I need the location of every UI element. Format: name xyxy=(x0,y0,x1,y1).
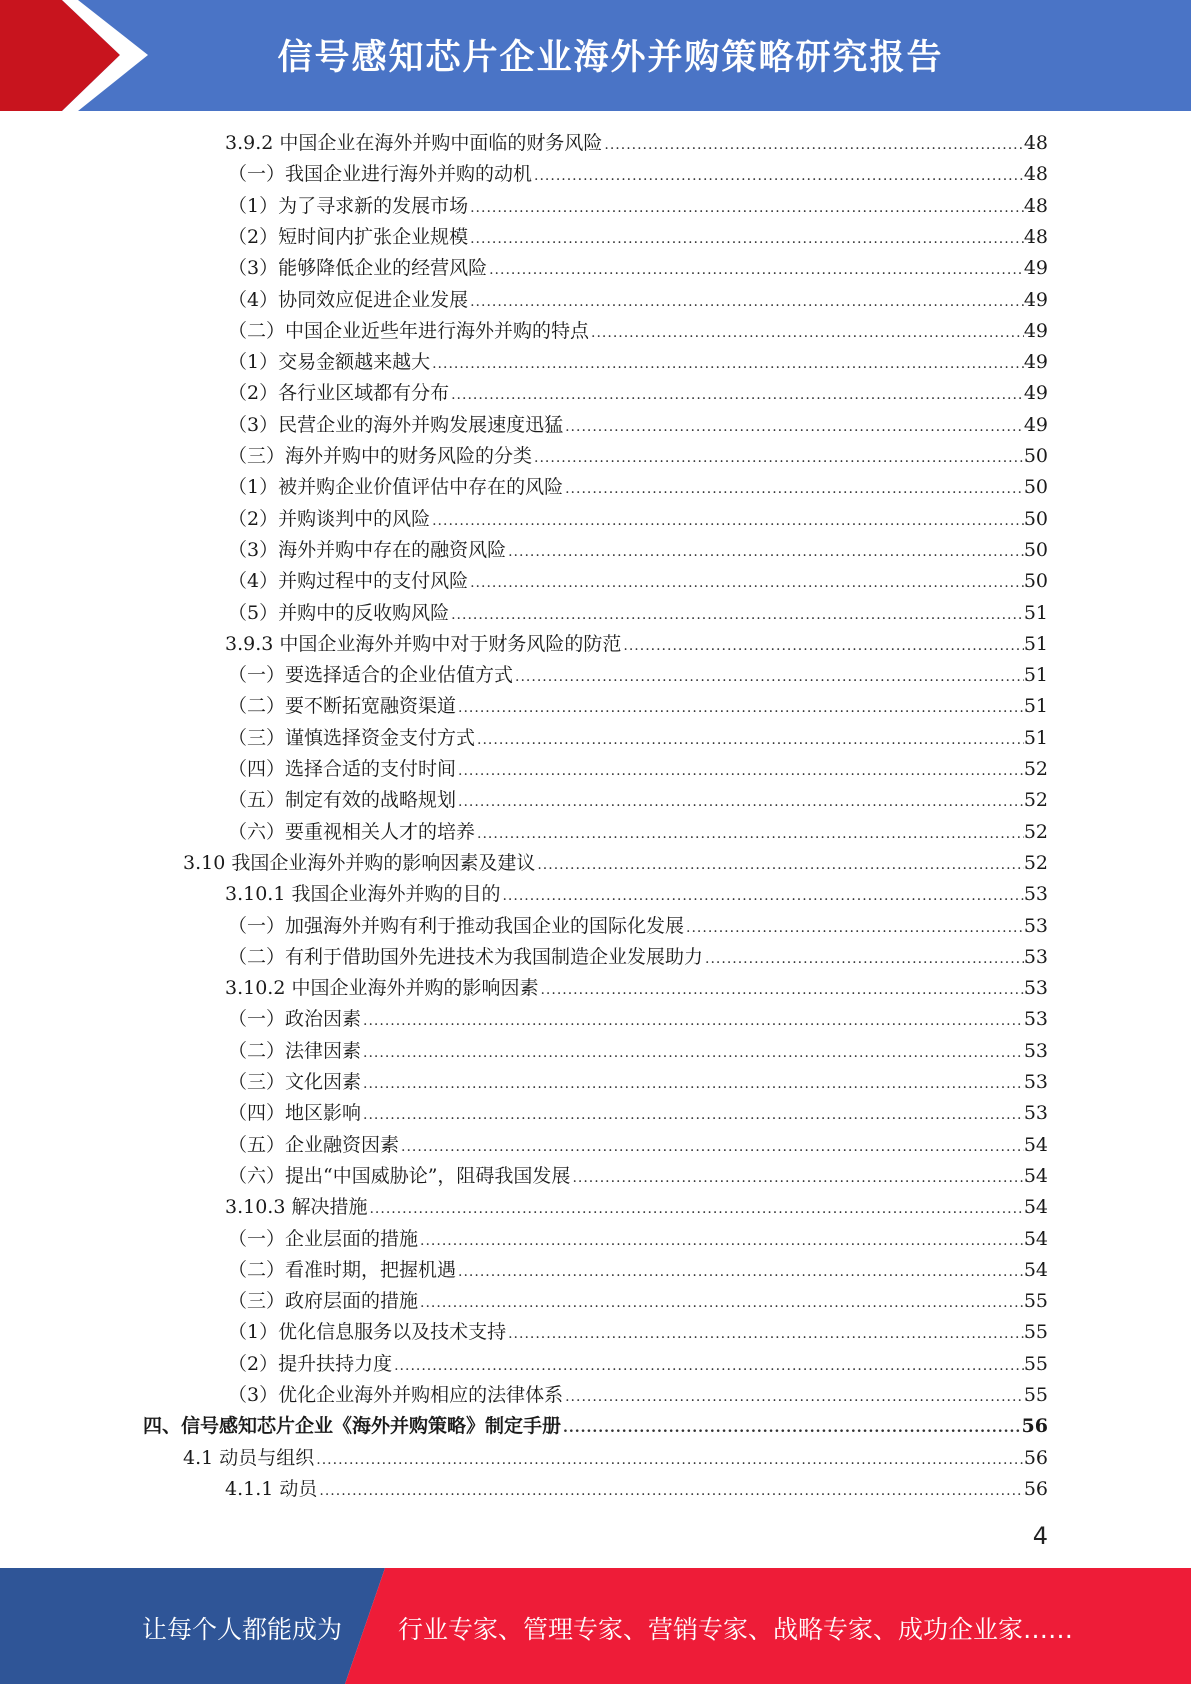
toc-dot-leader xyxy=(477,819,1024,850)
toc-entry-title: （二）看准时期，把握机遇 xyxy=(228,1258,457,1281)
toc-entry-title: （一）企业层面的措施 xyxy=(228,1227,419,1250)
toc-entry-page: 52 xyxy=(1023,851,1048,874)
toc-entry-title: （六）要重视相关人才的培养 xyxy=(228,820,476,843)
toc-dot-leader xyxy=(470,568,1024,599)
toc-entry-title: （二）法律因素 xyxy=(228,1039,362,1062)
toc-entry-page: 53 xyxy=(1023,1102,1048,1125)
toc-entry-page: 50 xyxy=(1023,507,1048,530)
toc-entry-page: 51 xyxy=(1023,601,1048,624)
toc-entry[interactable] xyxy=(228,472,1048,503)
page-footer xyxy=(0,1568,1191,1684)
toc-entry-page: 50 xyxy=(1023,476,1048,499)
toc-dot-leader xyxy=(686,913,1024,944)
footer-slogan-left: 让每个人都能成为 xyxy=(142,1615,343,1644)
toc-dot-leader xyxy=(363,1038,1024,1069)
toc-dot-leader xyxy=(470,193,1024,224)
toc-entry-page: 49 xyxy=(1023,288,1048,311)
toc-entry-title: （一）我国企业进行海外并购的动机 xyxy=(228,163,533,186)
toc-entry[interactable] xyxy=(225,128,1048,159)
toc-entry-title: 3.9.2 中国企业在海外并购中面临的财务风险 xyxy=(225,132,603,154)
toc-entry-page: 54 xyxy=(1023,1196,1048,1219)
toc-dot-leader xyxy=(319,1476,1023,1507)
toc-dot-leader xyxy=(451,600,1024,631)
toc-entry[interactable] xyxy=(228,1349,1048,1380)
toc-entry-page: 51 xyxy=(1023,726,1048,749)
footer-slogan-right: 行业专家、管理专家、营销专家、战略专家、成功企业家…… xyxy=(398,1615,1074,1644)
toc-entry-page: 52 xyxy=(1023,820,1048,843)
toc-entry[interactable] xyxy=(228,1004,1048,1035)
toc-entry-title: 3.10.2 中国企业海外并购的影响因素 xyxy=(225,977,539,1000)
toc-entry[interactable] xyxy=(228,911,1048,942)
toc-dot-leader xyxy=(508,1319,1024,1350)
toc-entry-page: 53 xyxy=(1023,945,1048,968)
toc-entry[interactable] xyxy=(228,191,1048,222)
toc-dot-leader xyxy=(363,1069,1024,1100)
toc-dot-leader xyxy=(420,1288,1024,1319)
toc-entry-page: 55 xyxy=(1023,1290,1048,1313)
toc-entry-page: 53 xyxy=(1023,977,1048,1000)
toc-entry[interactable] xyxy=(228,785,1048,816)
toc-entry[interactable] xyxy=(228,347,1048,378)
toc-dot-leader xyxy=(363,1100,1024,1131)
toc-entry-title: （一）要选择适合的企业估值方式 xyxy=(228,664,514,687)
toc-entry-title: 3.10 我国企业海外并购的影响因素及建议 xyxy=(183,851,536,874)
toc-entry-page: 51 xyxy=(1023,695,1048,718)
toc-dot-leader xyxy=(508,537,1024,568)
toc-dot-leader xyxy=(565,1382,1024,1413)
toc-entry-page: 53 xyxy=(1023,1008,1048,1031)
toc-entry[interactable] xyxy=(228,566,1048,597)
toc-entry-page: 48 xyxy=(1023,194,1048,217)
toc-entry-page: 50 xyxy=(1023,445,1048,467)
toc-entry-page: 53 xyxy=(1023,1071,1048,1093)
toc-entry-title: （2）并购谈判中的风险 xyxy=(228,507,431,530)
toc-entry-title: （2）各行业区域都有分布 xyxy=(228,382,450,405)
toc-entry-title: （2）提升扶持力度 xyxy=(228,1352,393,1375)
toc-entry-title: （二）有利于借助国外先进技术为我国制造企业发展助力 xyxy=(228,945,704,968)
toc-dot-leader xyxy=(394,1351,1024,1382)
toc-entry[interactable] xyxy=(228,1036,1048,1067)
toc-entry[interactable] xyxy=(228,1098,1048,1129)
toc-entry[interactable] xyxy=(225,1474,1048,1505)
toc-entry[interactable] xyxy=(225,629,1048,660)
toc-entry[interactable] xyxy=(228,378,1048,409)
page-header xyxy=(0,0,1191,111)
toc-entry[interactable] xyxy=(143,1411,1048,1442)
toc-entry-page: 56 xyxy=(1023,1477,1048,1500)
toc-entry-title: 4.1 动员与组织 xyxy=(183,1446,315,1469)
toc-entry[interactable] xyxy=(228,1380,1048,1411)
toc-dot-leader xyxy=(363,1006,1024,1037)
toc-entry[interactable] xyxy=(225,1192,1048,1223)
toc-entry[interactable] xyxy=(228,1130,1048,1161)
toc-dot-leader xyxy=(316,1445,1024,1476)
toc-entry[interactable] xyxy=(228,159,1048,190)
toc-entry-page: 53 xyxy=(1023,883,1048,906)
toc-entry[interactable] xyxy=(228,316,1048,347)
toc-entry-page: 55 xyxy=(1023,1352,1048,1375)
toc-entry[interactable] xyxy=(228,441,1048,472)
toc-entry-page: 54 xyxy=(1023,1133,1048,1156)
toc-entry-title: （一）政治因素 xyxy=(228,1008,362,1031)
toc-dot-leader xyxy=(432,349,1024,380)
toc-entry-title: 3.9.3 中国企业海外并购中对于财务风险的防范 xyxy=(225,632,622,655)
toc-dot-leader xyxy=(705,944,1024,975)
toc-entry-title: （一）加强海外并购有利于推动我国企业的国际化发展 xyxy=(228,914,685,937)
toc-dot-leader xyxy=(458,756,1024,787)
toc-entry[interactable] xyxy=(228,723,1048,754)
toc-entry-page: 53 xyxy=(1023,914,1048,937)
toc-dot-leader xyxy=(458,693,1024,724)
toc-entry-title: （1）被并购企业价值评估中存在的风险 xyxy=(228,476,564,499)
toc-entry-page: 49 xyxy=(1023,257,1048,280)
toc-entry-page: 49 xyxy=(1023,382,1048,405)
toc-entry-title: （3）海外并购中存在的融资风险 xyxy=(228,538,507,561)
toc-dot-leader xyxy=(458,1257,1024,1288)
toc-entry[interactable] xyxy=(225,973,1048,1004)
toc-dot-leader xyxy=(432,506,1024,537)
toc-entry-title: （二）要不断拓宽融资渠道 xyxy=(228,695,457,718)
toc-dot-leader xyxy=(420,1226,1024,1257)
toc-entry-title: （三）谨慎选择资金支付方式 xyxy=(228,726,476,749)
toc-entry-title: （三）文化因素 xyxy=(228,1071,362,1093)
toc-entry-title: （四）选择合适的支付时间 xyxy=(228,758,457,780)
toc-entry-page: 56 xyxy=(1023,1446,1048,1469)
toc-entry[interactable] xyxy=(228,691,1048,722)
toc-entry-title: 四、信号感知芯片企业《海外并购策略》制定手册 xyxy=(143,1415,562,1438)
toc-dot-leader xyxy=(572,1163,1023,1194)
toc-entry-title: （4）并购过程中的支付风险 xyxy=(228,570,469,593)
toc-entry-page: 51 xyxy=(1023,664,1048,687)
toc-entry[interactable] xyxy=(225,879,1048,910)
header-title: 信号感知芯片企业海外并购策略研究报告 xyxy=(277,38,944,78)
toc-dot-leader xyxy=(401,1132,1024,1163)
toc-entry[interactable] xyxy=(228,285,1048,316)
toc-entry-title: 3.10.1 我国企业海外并购的目的 xyxy=(225,883,501,906)
toc-dot-leader xyxy=(565,412,1024,443)
toc-entry-page: 48 xyxy=(1023,132,1048,154)
toc-entry-page: 49 xyxy=(1023,351,1048,374)
toc-dot-leader xyxy=(470,287,1024,318)
toc-entry-title: （4）协同效应促进企业发展 xyxy=(228,288,469,311)
toc-entry-page: 51 xyxy=(1023,632,1048,655)
toc-entry-title: （1）交易金额越来越大 xyxy=(228,351,431,374)
toc-entry-page: 48 xyxy=(1023,225,1048,248)
toc-dot-leader xyxy=(451,380,1024,411)
toc-entry[interactable] xyxy=(228,1161,1048,1192)
toc-entry-page: 49 xyxy=(1023,319,1048,342)
toc-dot-leader xyxy=(604,130,1023,161)
toc-entry[interactable] xyxy=(228,1255,1048,1286)
toc-entry-page: 54 xyxy=(1023,1258,1048,1281)
toc-entry-page: 49 xyxy=(1023,413,1048,436)
toc-dot-leader xyxy=(565,474,1024,505)
toc-dot-leader xyxy=(540,975,1023,1006)
toc-entry-title: （五）企业融资因素 xyxy=(228,1133,400,1156)
toc-entry-title: （三）政府层面的措施 xyxy=(228,1290,419,1313)
toc-dot-leader xyxy=(623,631,1023,662)
toc-dot-leader xyxy=(537,850,1023,881)
toc-entry-page: 54 xyxy=(1023,1227,1048,1250)
toc-entry-page: 50 xyxy=(1023,538,1048,561)
toc-entry-title: 4.1.1 动员 xyxy=(225,1477,318,1500)
toc-entry-title: 3.10.3 解决措施 xyxy=(225,1196,368,1219)
toc-dot-leader xyxy=(477,725,1024,756)
toc-entry[interactable] xyxy=(228,504,1048,535)
toc-entry-page: 56 xyxy=(1021,1415,1048,1438)
toc-dot-leader xyxy=(502,881,1023,912)
toc-entry[interactable] xyxy=(228,942,1048,973)
toc-dot-leader xyxy=(563,1413,1022,1444)
toc-entry[interactable] xyxy=(228,817,1048,848)
toc-entry[interactable] xyxy=(228,754,1048,785)
toc-entry[interactable] xyxy=(228,253,1048,284)
toc-entry-page: 53 xyxy=(1023,1039,1048,1062)
toc-entry-title: （1）优化信息服务以及技术支持 xyxy=(228,1321,507,1344)
toc-entry-page: 48 xyxy=(1023,163,1048,186)
toc-entry-page: 52 xyxy=(1023,758,1048,780)
toc-dot-leader xyxy=(470,224,1024,255)
toc-entry-title: （六）提出“中国威胁论”，阻碍我国发展 xyxy=(228,1164,571,1187)
toc-dot-leader xyxy=(489,255,1024,286)
toc-entry[interactable] xyxy=(183,848,1048,879)
toc-entry-title: （5）并购中的反收购风险 xyxy=(228,601,450,624)
toc-entry[interactable] xyxy=(228,1317,1048,1348)
toc-entry[interactable] xyxy=(183,1443,1048,1474)
toc-entry-page: 54 xyxy=(1023,1164,1048,1187)
toc-entry[interactable] xyxy=(228,535,1048,566)
toc-entry-title: （1）为了寻求新的发展市场 xyxy=(228,194,469,217)
toc-entry[interactable] xyxy=(228,1067,1048,1098)
toc-entry-page: 52 xyxy=(1023,789,1048,812)
toc-entry-title: （3）民营企业的海外并购发展速度迅猛 xyxy=(228,413,564,436)
toc-dot-leader xyxy=(515,662,1024,693)
toc-entry-title: （五）制定有效的战略规划 xyxy=(228,789,457,812)
toc-entry-title: （3）能够降低企业的经营风险 xyxy=(228,257,488,280)
toc-entry[interactable] xyxy=(228,222,1048,253)
toc-dot-leader xyxy=(458,787,1024,818)
toc-dot-leader xyxy=(534,443,1024,474)
toc-dot-leader xyxy=(591,318,1024,349)
toc-entry-title: （二）中国企业近些年进行海外并购的特点 xyxy=(228,319,590,342)
toc-entry[interactable] xyxy=(228,1286,1048,1317)
toc-entry-title: （三）海外并购中的财务风险的分类 xyxy=(228,445,533,467)
toc-dot-leader xyxy=(369,1194,1023,1225)
toc-entry-title: （四）地区影响 xyxy=(228,1102,362,1125)
toc-entry-page: 55 xyxy=(1023,1321,1048,1344)
toc-entry[interactable] xyxy=(228,660,1048,691)
toc-entry-title: （3）优化企业海外并购相应的法律体系 xyxy=(228,1384,564,1406)
toc-entry[interactable] xyxy=(228,410,1048,441)
toc-entry[interactable] xyxy=(228,1224,1048,1255)
toc-dot-leader xyxy=(534,161,1024,192)
toc-entry-page: 50 xyxy=(1023,570,1048,593)
page-number: 4 xyxy=(1032,1522,1048,1550)
toc-entry-page: 55 xyxy=(1023,1384,1048,1406)
toc-entry[interactable] xyxy=(228,598,1048,629)
toc-entry-title: （2）短时间内扩张企业规模 xyxy=(228,225,469,248)
